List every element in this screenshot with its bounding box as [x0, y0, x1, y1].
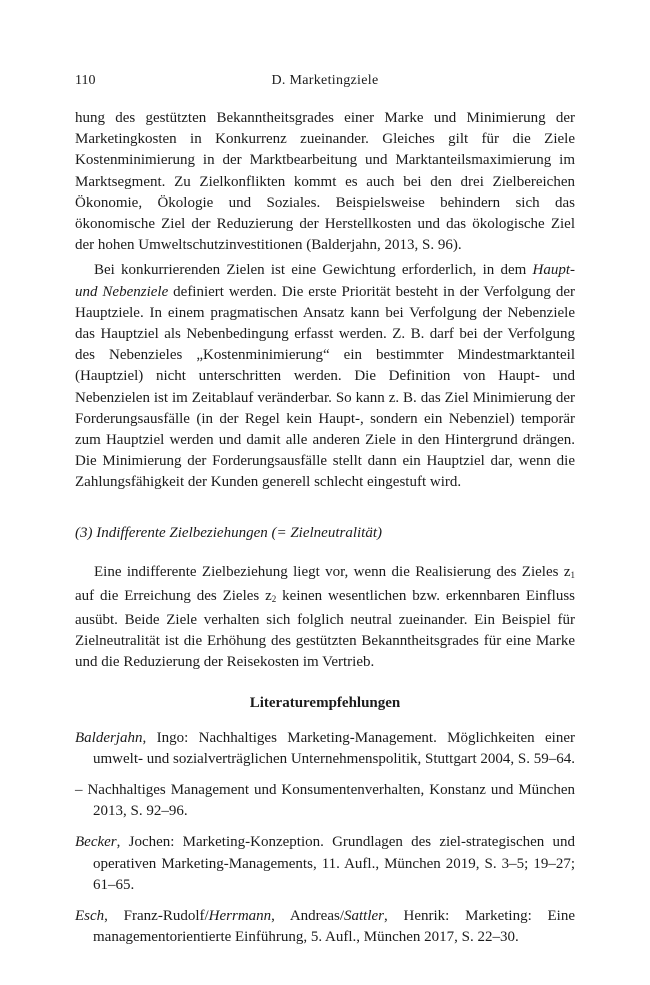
paragraph-3-text-c: keinen wesentlichen bzw. erkennbaren Einfluss ausübt. Beide Ziele verhalten sich folglich neutral zueinander. Ein Beispiel für Zielneutralität ist die Erhöhung des gestützten Bekanntheitsgrades für eine Marke und die Reduzierung der Reisekosten im Vertrieb.	[75, 587, 576, 671]
reference-item	[75, 832, 575, 896]
book-page	[75, 73, 575, 949]
reference-text: Nachhaltiges Management und Konsumentenverhalten, Konstanz und München 2013, S. 92–96.	[82, 782, 575, 820]
reference-item	[75, 906, 575, 948]
paragraph-2-text-b: definiert werden. Die erste Priorität besteht in der Verfolgung der Hauptziele. In einem pragmatischen Ansatz kann bei Verfolgung der Nebenziele das Hauptziel als Nebenbedingung erfasst werden. Z. B. darf bei der Verfolgung des Nebenzieles „Kostenminimierung“ ein bestimmter Mindestmarktanteil (Hauptziel) nicht unterschritten werden. Die Definition von Haupt- und Nebenzielen ist im Zeitablauf veränderbar. So kann z. B. das Ziel Minimierung der Forderungsausfälle (in der Regel kein Haupt-, sondern ein Nebenziel) temporär zum Hauptziel werden und damit alle anderen Ziele in den Hintergrund drängen. Die Minimierung der Forderungsausfälle stellt dann ein Hauptziel dar, wenn die Zahlungsfähigkeit der Kunden generell schlecht eingestuft wird.	[75, 283, 575, 491]
paragraph-2-text-a: Bei konkurrierenden Zielen ist eine Gewichtung erforderlich, in dem	[94, 262, 533, 279]
reference-item	[75, 728, 575, 770]
reference-text: , Henrik: Marketing: Eine managementorientierte Einführung, 5. Aufl., München 2017, S. 22–30.	[93, 908, 576, 946]
running-header	[75, 73, 575, 95]
subscript-2: 2	[271, 593, 277, 604]
chapter-title: D. Marketingziele	[271, 73, 379, 88]
paragraph-1: hung des gestützten Bekanntheitsgrades einer Marke und Minimierung der Marketingkosten in Konkurrenz zueinander. Gleiches gilt für die Ziele Kostenminimierung in der Marktbearbeitung und Marktanteilsmaximierung im Marktsegment. Zu Zielkonflikten kommt es auch bei den drei Zielbereichen Ökonomie, Ökologie und Soziales. Beispielsweise behindern sich das ökonomische Ziel der Reduzierung der Herstellkosten und das ökologische Ziel der hohen Umweltschutzinvestitionen (Balderjahn, 2013, S. 96).	[75, 110, 575, 254]
reference-author: Sattler	[344, 908, 385, 925]
reference-author: Esch	[75, 908, 105, 925]
reference-text: , Ingo: Nachhaltiges Marketing-Management. Möglichkeiten einer umwelt- und sozialverträglichen Unternehmenspolitik, Stuttgart 2004, S. 59–64.	[93, 729, 575, 767]
page-number: 110	[75, 73, 96, 88]
paragraph-2-emphasis: Haupt- und Nebenziele	[75, 262, 575, 300]
reference-text: , Andreas/	[271, 908, 345, 925]
paragraph-3-text-a: Eine indifferente Zielbeziehung liegt vor, wenn die Realisierung des Zieles z	[94, 563, 571, 580]
paragraph-3	[75, 562, 575, 674]
reference-item	[75, 780, 575, 822]
reference-author: Balderjahn	[75, 729, 143, 746]
reference-author: Herrmann	[208, 908, 272, 925]
reference-author: Becker	[75, 834, 117, 851]
reference-dash: –	[75, 782, 83, 799]
section-heading: (3) Indifferente Zielbeziehungen (= Zielneutralität)	[75, 524, 383, 541]
subscript-1: 1	[570, 569, 575, 580]
literature-heading: Literaturempfehlungen	[249, 694, 401, 711]
paragraph-3-text-b: auf die Erreichung des Zieles z	[75, 587, 272, 604]
reference-text: , Jochen: Marketing-Konzeption. Grundlagen des ziel-strategischen und operativen Marketing-Managements, 11. Aufl., München 2019, S. 3–5; 19–27; 61–65.	[93, 834, 575, 893]
reference-text: , Franz-Rudolf/	[104, 908, 209, 925]
paragraph-2	[75, 260, 575, 493]
